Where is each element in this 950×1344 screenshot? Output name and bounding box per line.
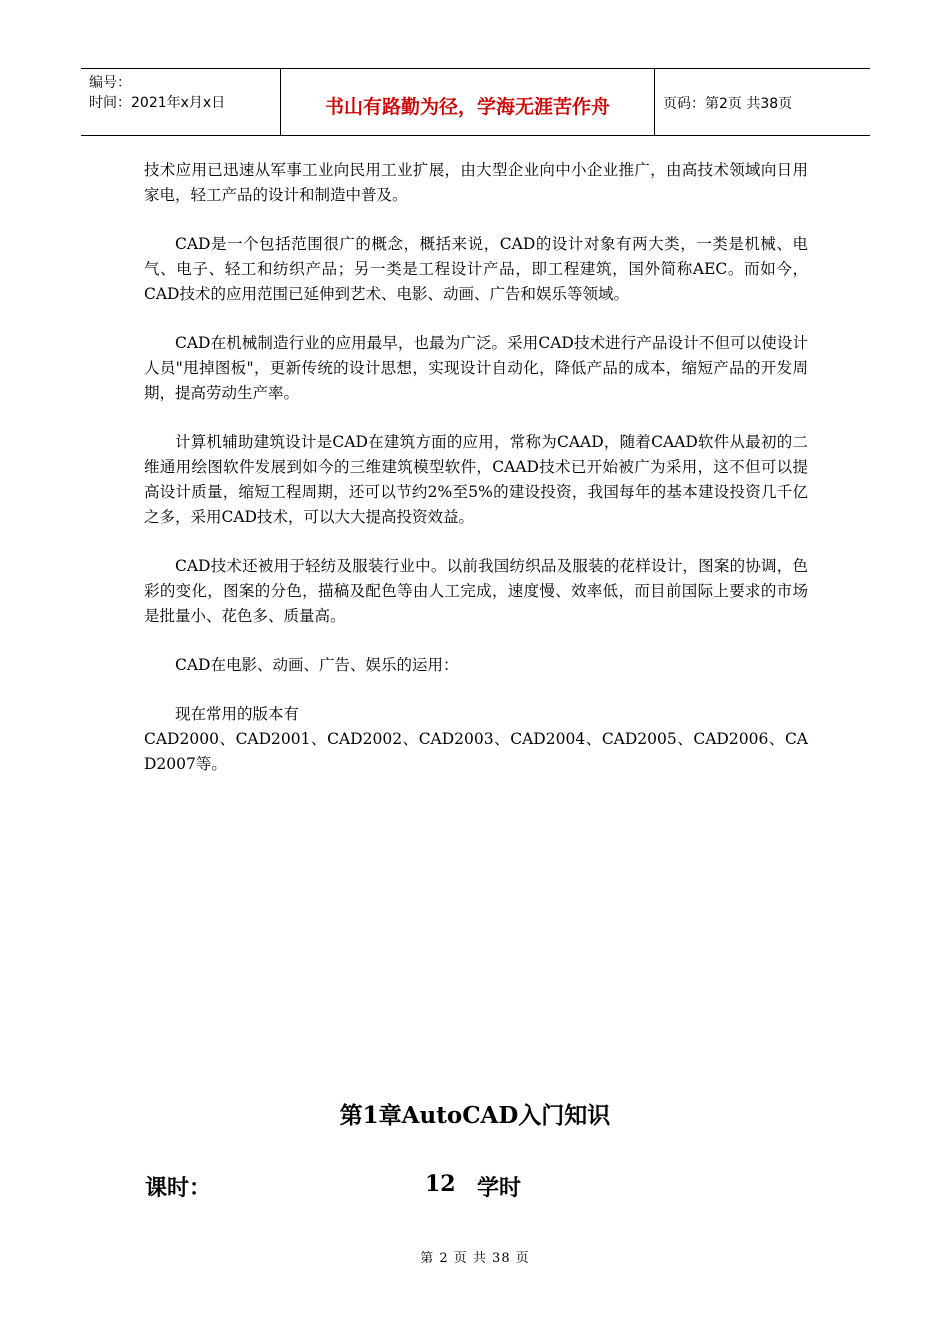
versions-paragraph (144, 702, 808, 777)
header-page-info: 页码：第2页 共38页 (663, 96, 793, 112)
header-meta (81, 69, 281, 135)
page-header (81, 68, 870, 136)
document-date: 时间：2021年x月x日 (89, 95, 226, 111)
paragraph: 计算机辅助建筑设计是CAD在建筑方面的应用，常称为CAAD，随着CAAD软件从最初的二维通用绘图软件发展到如今的三维建筑模型软件，CAAD技术已开始被广为采用，这不但可以提高设计质量，缩短工程周期，还可以节约2%至5%的建设投资，我国每年的基本建设投资几千亿之多，采用CAD技术，可以大大提高投资效益。 (144, 433, 808, 526)
document-number-label: 编号： (89, 75, 131, 91)
paragraph: CAD技术还被用于轻纺及服装行业中。以前我国纺织品及服装的花样设计，图案的协调，色彩的变化，图案的分色，描稿及配色等由人工完成，速度慢、效率低，而目前国际上要求的市场是批量小、花色多、质量高。 (144, 557, 808, 625)
paragraph: 技术应用已迅速从军事工业向民用工业扩展，由大型企业向中小企业推广，由高技术领域向日用家电，轻工产品的设计和制造中普及。 (144, 161, 808, 204)
hours-value: 12 (425, 1171, 456, 1197)
class-hours (145, 1171, 522, 1202)
body-content (144, 158, 808, 801)
chapter-title: 第1章AutoCAD入门知识 (339, 1102, 611, 1129)
header-motto: 书山有路勤为径，学海无涯苦作舟 (281, 69, 655, 135)
versions-list: CAD2000、CAD2001、CAD2002、CAD2003、CAD2004、CAD2005、CAD2006、CAD2007等。 (144, 730, 808, 773)
paragraph: CAD在机械制造行业的应用最早，也最为广泛。采用CAD技术进行产品设计不但可以使设计人员"甩掉图板"，更新传统的设计思想，实现设计自动化，降低产品的成本，缩短产品的开发周期，提高劳动生产率。 (144, 334, 808, 402)
hours-unit: 学时 (477, 1175, 522, 1201)
hours-label: 课时： (145, 1175, 212, 1201)
paragraph: CAD是一个包括范围很广的概念，概括来说，CAD的设计对象有两大类，一类是机械、电气、电子、轻工和纺织产品；另一类是工程设计产品，即工程建筑，国外简称AEC。而如今，CAD技术的应用范围已延伸到艺术、电影、动画、广告和娱乐等领域。 (144, 235, 808, 303)
page-footer: 第 2 页 共 38 页 (420, 1251, 530, 1266)
versions-lead: 现在常用的版本有 (175, 705, 300, 723)
paragraph: CAD在电影、动画、广告、娱乐的运用： (175, 656, 459, 674)
